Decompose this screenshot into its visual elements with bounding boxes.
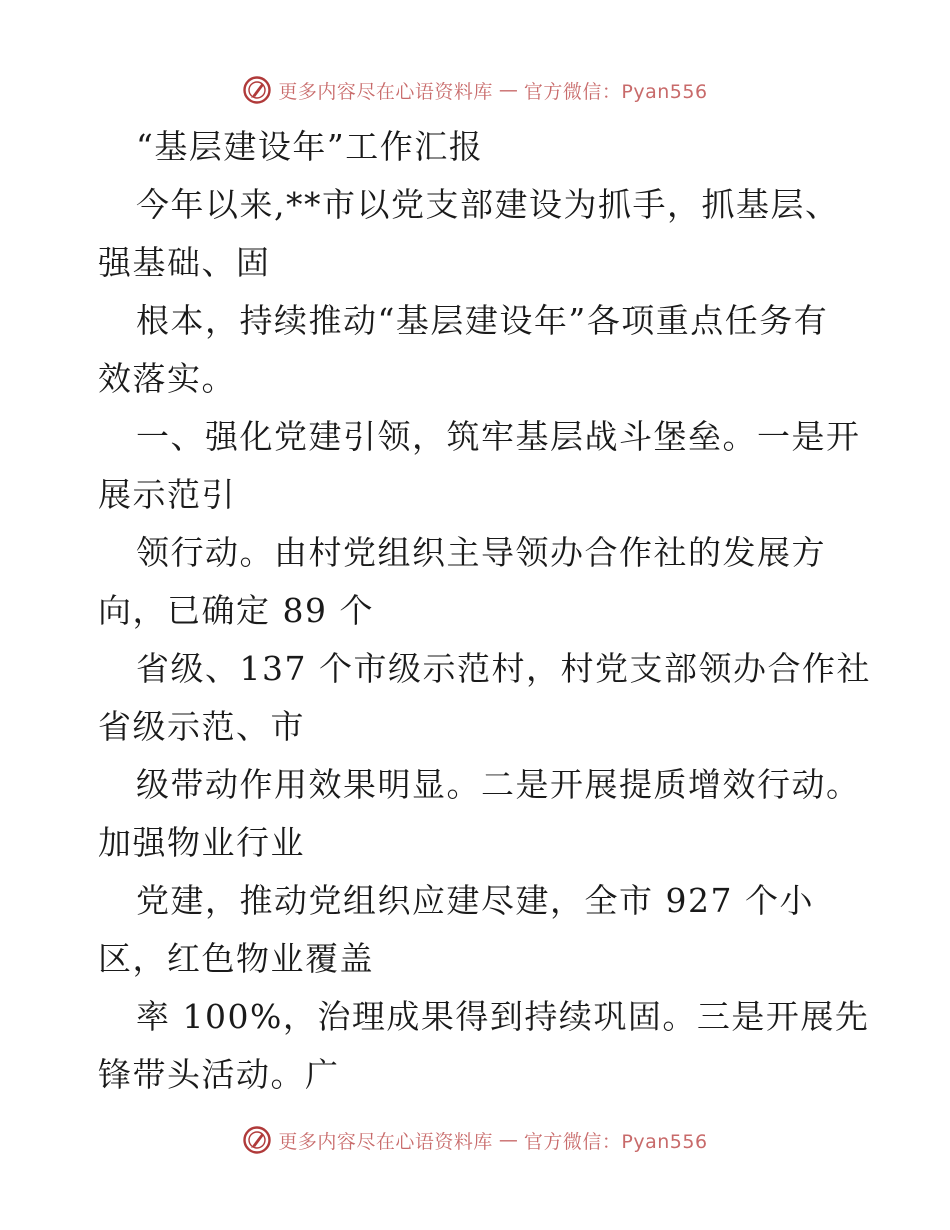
banner-wechat: 官方微信：Pyan556: [523, 80, 708, 103]
paragraph-line: 加强物业行业: [98, 823, 305, 862]
paragraph-line: 今年以来,**市以党支部建设为抓手，抓基层、: [136, 185, 840, 224]
banner-text: 更多内容尽在心语资料库: [278, 1130, 493, 1153]
header-banner: [0, 70, 950, 110]
banner-text: 更多内容尽在心语资料库: [278, 80, 493, 103]
footer-banner: [0, 1120, 950, 1160]
document-body: [98, 118, 871, 1104]
brand-logo-icon: [242, 1125, 272, 1155]
paragraph-line: 展示范引: [98, 475, 236, 514]
paragraph-line: 省级、137 个市级示范村，村党支部领办合作社: [136, 649, 871, 688]
banner-wechat: 官方微信：Pyan556: [523, 1130, 708, 1153]
paragraph-line: 区，红色物业覆盖: [98, 939, 374, 978]
paragraph-line: 向，已确定 89 个: [98, 591, 374, 630]
paragraph-line: 级带动作用效果明显。二是开展提质增效行动。: [136, 765, 861, 804]
document-title: “基层建设年”工作汇报: [136, 127, 484, 166]
paragraph-line: 省级示范、市: [98, 707, 305, 746]
banner-dash: —: [498, 1129, 518, 1151]
paragraph-line: 效落实。: [98, 359, 236, 398]
paragraph-line: 党建，推动党组织应建尽建，全市 927 个小: [136, 881, 814, 920]
paragraph-line: 根本，持续推动“基层建设年”各项重点任务有: [136, 301, 829, 340]
paragraph-line: 锋带头活动。广: [98, 1055, 340, 1094]
paragraph-line: 率 100%，治理成果得到持续巩固。三是开展先: [136, 997, 870, 1036]
paragraph-line: 强基础、固: [98, 243, 271, 282]
paragraph-line: 一、强化党建引领，筑牢基层战斗堡垒。一是开: [136, 417, 861, 456]
brand-logo-icon: [242, 75, 272, 105]
banner-dash: —: [498, 79, 518, 101]
paragraph-line: 领行动。由村党组织主导领办合作社的发展方: [136, 533, 826, 572]
